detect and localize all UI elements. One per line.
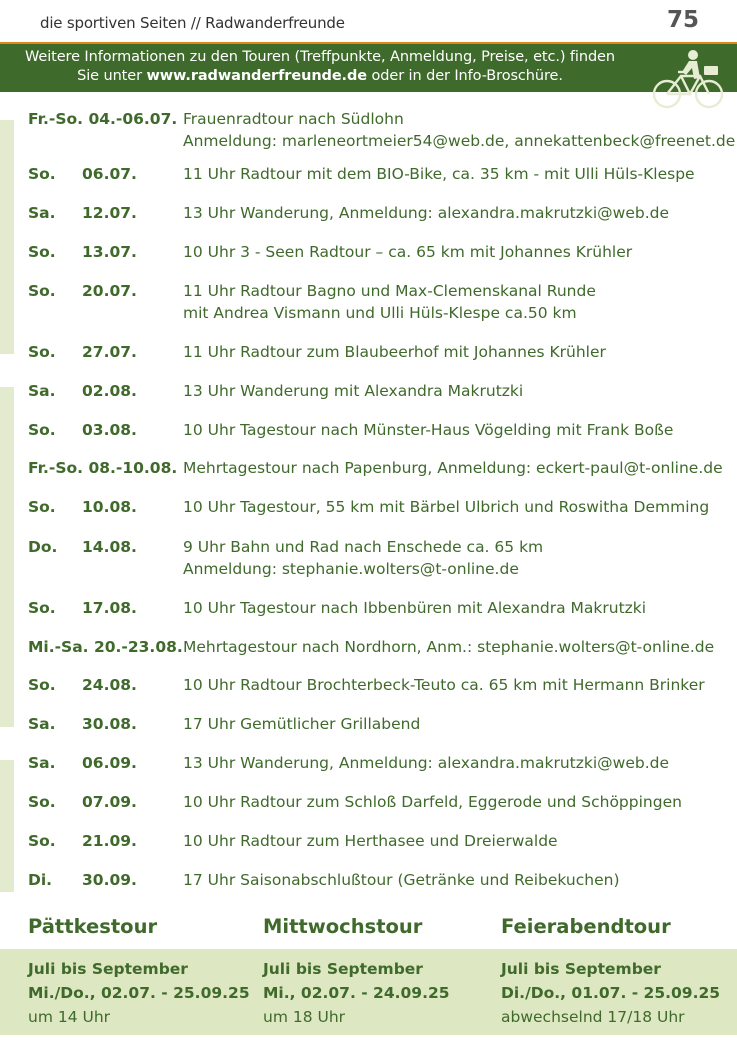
september-side-stripe — [0, 760, 14, 892]
event-description-line: Mehrtagestour nach Papenburg, Anmeldung: eckert-paul@t-online.de — [183, 459, 723, 477]
event-day: Fr.-So. 04.-06.07. — [28, 110, 178, 128]
event-day: Sa. — [28, 204, 56, 222]
tour-title-2: Mittwochstour — [263, 915, 423, 938]
event-day: So. — [28, 498, 56, 516]
event-date: 03.08. — [82, 421, 137, 439]
event-date: 12.07. — [82, 204, 137, 222]
website-link[interactable]: www.radwanderfreunde.de — [146, 68, 367, 84]
tour-dates: Mi., 02.07. - 24.09.25 — [263, 984, 450, 1002]
event-description — [183, 108, 736, 152]
event-description-line: Anmeldung: marleneortmeier54@web.de, annekattenbeck@freenet.de — [183, 132, 736, 150]
event-date: 06.07. — [82, 165, 137, 183]
event-description-line: 9 Uhr Bahn und Rad nach Enschede ca. 65 km — [183, 538, 544, 556]
tour-dates: Mi./Do., 02.07. - 25.09.25 — [28, 984, 250, 1002]
event-day: So. — [28, 421, 56, 439]
section-title: die sportiven Seiten // Radwanderfreunde — [40, 14, 345, 32]
event-description-line: 10 Uhr Radtour Brochterbeck-Teuto ca. 65 km mit Hermann Brinker — [183, 676, 705, 694]
event-description-line: 11 Uhr Radtour Bagno und Max-Clemenskanal Runde — [183, 282, 596, 300]
event-date: 14.08. — [82, 538, 137, 556]
event-description-line: Frauenradtour nach Südlohn — [183, 110, 404, 128]
event-description — [183, 380, 731, 402]
event-day: Sa. — [28, 382, 56, 400]
tour-title-3: Feierabendtour — [501, 915, 671, 938]
event-description-line: 13 Uhr Wanderung, Anmeldung: alexandra.makrutzki@web.de — [183, 204, 670, 222]
tour-time: um 18 Uhr — [263, 1008, 346, 1026]
tour-time: abwechselnd 17/18 Uhr — [501, 1008, 685, 1026]
august-side-stripe — [0, 387, 14, 727]
event-day: Sa. — [28, 754, 56, 772]
event-day: Mi.-Sa. 20.-23.08. — [28, 638, 183, 656]
event-description-line: 11 Uhr Radtour mit dem BIO-Bike, ca. 35 km - mit Ulli Hüls-Klespe — [183, 165, 695, 183]
event-description-line: Mehrtagestour nach Nordhorn, Anm.: stephanie.wolters@t-online.de — [183, 638, 715, 656]
event-day: So. — [28, 676, 56, 694]
event-description-line: 13 Uhr Wanderung, Anmeldung: alexandra.makrutzki@web.de — [183, 754, 670, 772]
event-description-line: Anmeldung: stephanie.wolters@t-online.de — [183, 560, 519, 578]
tour-period: Juli bis September — [28, 960, 188, 978]
banner-line-2-suffix: oder in der Info-Broschüre. — [366, 68, 563, 84]
event-description-line: 10 Uhr 3 - Seen Radtour – ca. 65 km mit Johannes Krühler — [183, 243, 633, 261]
july-side-stripe — [0, 120, 14, 354]
event-description-line: 11 Uhr Radtour zum Blaubeerhof mit Johannes Krühler — [183, 343, 606, 361]
event-day: Sa. — [28, 715, 56, 733]
event-description — [183, 636, 731, 658]
event-date: 27.07. — [82, 343, 137, 361]
event-date: 20.07. — [82, 282, 137, 300]
tour-dates: Di./Do., 01.07. - 25.09.25 — [501, 984, 721, 1002]
event-date: 17.08. — [82, 599, 137, 617]
event-description-line: 10 Uhr Tagestour nach Münster-Haus Vögelding mit Frank Boße — [183, 421, 674, 439]
event-description — [183, 457, 731, 479]
event-date: 13.07. — [82, 243, 137, 261]
event-date: 24.08. — [82, 676, 137, 694]
event-day: So. — [28, 343, 56, 361]
event-description-line: mit Andrea Vismann und Ulli Hüls-Klespe ca.50 km — [183, 304, 577, 322]
banner-line-2-prefix: Sie unter — [77, 68, 147, 84]
event-description — [183, 791, 731, 813]
event-date: 21.09. — [82, 832, 137, 850]
cyclist-icon — [648, 48, 726, 110]
event-day: So. — [28, 243, 56, 261]
event-description — [183, 280, 731, 324]
event-day: So. — [28, 832, 56, 850]
page-header — [0, 0, 737, 42]
event-description-line: 10 Uhr Radtour zum Herthasee und Dreierwalde — [183, 832, 558, 850]
event-description — [183, 713, 731, 735]
event-description-line: 13 Uhr Wanderung mit Alexandra Makrutzki — [183, 382, 524, 400]
event-day: Do. — [28, 538, 58, 556]
event-description-line: 10 Uhr Tagestour nach Ibbenbüren mit Alexandra Makrutzki — [183, 599, 647, 617]
event-day: So. — [28, 793, 56, 811]
event-description — [183, 597, 731, 619]
info-banner — [0, 44, 737, 92]
event-description — [183, 674, 731, 696]
tour-details-3 — [501, 957, 720, 1029]
event-description-line: 17 Uhr Gemütlicher Grillabend — [183, 715, 421, 733]
event-date: 10.08. — [82, 498, 137, 516]
event-description — [183, 241, 731, 263]
event-description — [183, 163, 731, 185]
event-description-line: 17 Uhr Saisonabschlußtour (Getränke und Reibekuchen) — [183, 871, 620, 889]
event-description — [183, 830, 731, 852]
tour-details-1 — [28, 957, 250, 1029]
event-date: 02.08. — [82, 382, 137, 400]
event-description — [183, 341, 731, 363]
event-date: 06.09. — [82, 754, 137, 772]
event-date: 30.09. — [82, 871, 137, 889]
event-day: So. — [28, 165, 56, 183]
event-description — [183, 752, 731, 774]
event-description — [183, 419, 731, 441]
event-description — [183, 536, 731, 580]
event-date: 07.09. — [82, 793, 137, 811]
event-day: Fr.-So. 08.-10.08. — [28, 459, 178, 477]
event-day: So. — [28, 599, 56, 617]
page-number: 75 — [666, 7, 699, 33]
banner-line-2 — [0, 68, 640, 84]
event-day: Di. — [28, 871, 53, 889]
tour-title-1: Pättkestour — [28, 915, 158, 938]
tour-details-2 — [263, 957, 450, 1029]
tour-time: um 14 Uhr — [28, 1008, 111, 1026]
event-day: So. — [28, 282, 56, 300]
tour-period: Juli bis September — [501, 960, 661, 978]
event-description — [183, 869, 731, 891]
event-description — [183, 496, 731, 518]
event-description-line: 10 Uhr Tagestour, 55 km mit Bärbel Ulbrich und Roswitha Demming — [183, 498, 710, 516]
tour-period: Juli bis September — [263, 960, 423, 978]
event-description-line: 10 Uhr Radtour zum Schloß Darfeld, Eggerode und Schöppingen — [183, 793, 682, 811]
banner-line-1: Weitere Informationen zu den Touren (Treffpunkte, Anmeldung, Preise, etc.) finden — [25, 49, 615, 65]
event-description — [183, 202, 731, 224]
event-date: 30.08. — [82, 715, 137, 733]
